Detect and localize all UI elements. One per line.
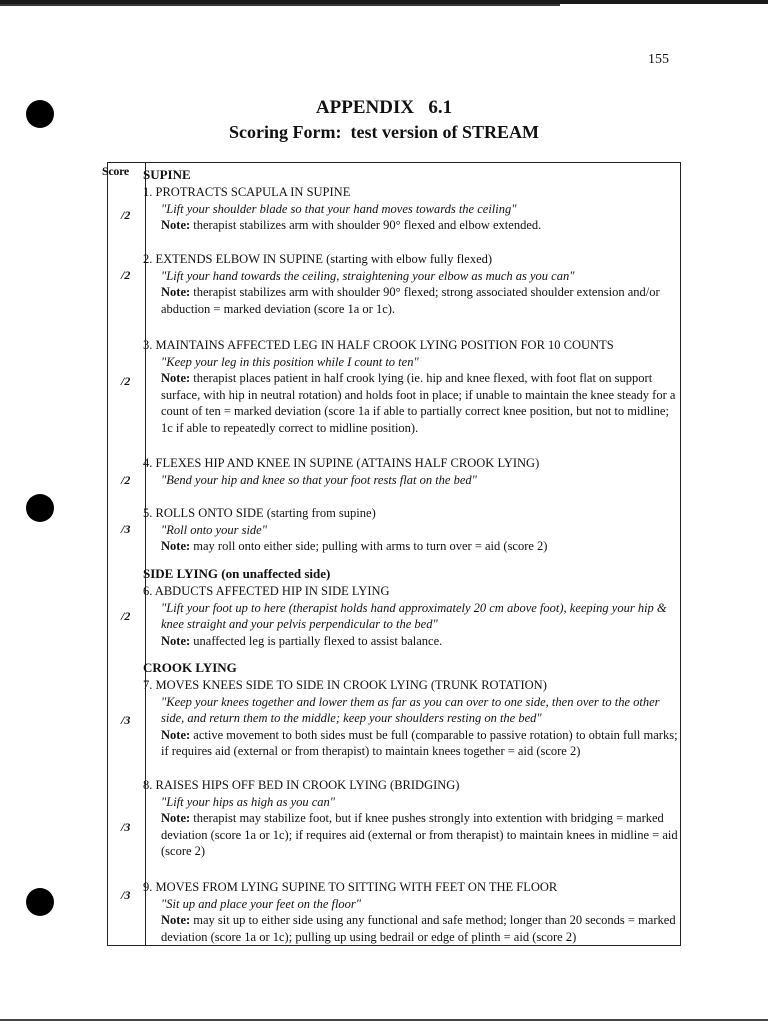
item-7 <box>143 677 683 760</box>
item-note: Note: may sit up to either side using any functional and safe method; longer than 20 seconds = marked deviation (score 1a or 1c); pulling up using bedrail or edge of plinth = aid (score 2) <box>161 913 676 944</box>
item-4 <box>143 455 683 488</box>
section-supine: SUPINE <box>143 167 191 182</box>
item-title: 3. MAINTAINS AFFECTED LEG IN HALF CROOK LYING POSITION FOR 10 COUNTS <box>143 338 614 352</box>
item-5-score: /3 <box>121 522 131 536</box>
item-note: Note: therapist stabilizes arm with shoulder 90° flexed; strong associated shoulder extension and/or abduction = marked deviation (score 1a or 1c). <box>161 285 660 316</box>
item-instruction: "Lift your hips as high as you can" <box>161 794 336 809</box>
score-column-header: Score <box>102 164 129 178</box>
scan-edge-top-shadow <box>0 4 560 6</box>
item-4-score: /2 <box>121 473 131 487</box>
appendix-subtitle: Scoring Form: test version of STREAM <box>229 122 539 142</box>
item-2 <box>143 251 683 317</box>
item-title: 6. ABDUCTS AFFECTED HIP IN SIDE LYING <box>143 584 390 598</box>
note-label: Note: <box>161 811 191 825</box>
note-label: Note: <box>161 913 191 927</box>
item-note: Note: active movement to both sides must be full (comparable to passive rotation) to obtain full marks; if requires aid (external or from therapist) to maintain knees together = aid (score 2) <box>161 727 678 758</box>
item-note: Note: therapist places patient in half crook lying (ie. hip and knee flexed, with foot flat on support surface, with hip in neutral rotation) and holds foot in place; if unable to maintain the knee steady for a count of ten = marked deviation (score 1a if able to partially correct knee position, but not to midline; 1c if able to repeatedly correct to midline position). <box>161 371 676 435</box>
item-note: Note: therapist stabilizes arm with shoulder 90° flexed and elbow extended. <box>161 218 542 232</box>
item-title: 2. EXTENDS ELBOW IN SUPINE (starting with elbow fully flexed) <box>143 252 493 266</box>
item-9-score: /3 <box>121 888 131 902</box>
item-instruction: "Keep your knees together and lower them as far as you can over to one side, then over to the other side, and return them to the middle; keep your shoulders resting on the bed" <box>161 694 660 725</box>
item-instruction: "Lift your hand towards the ceiling, straightening your elbow as much as you can" <box>161 268 575 283</box>
item-instruction: "Roll onto your side" <box>161 522 267 537</box>
item-instruction: "Bend your hip and knee so that your foot rests flat on the bed" <box>161 472 477 487</box>
item-note: Note: therapist may stabilize foot, but if knee pushes strongly into extention with bridging = marked deviation (score 1a or 1c); if requires aid (external or from therapist) to maintain knees in midline = aid (score 2) <box>161 811 678 858</box>
item-7-score: /3 <box>121 713 131 727</box>
item-2-score: /2 <box>121 268 131 282</box>
item-note: Note: may roll onto either side; pulling with arms to turn over = aid (score 2) <box>161 539 548 553</box>
item-instruction: "Sit up and place your feet on the floor" <box>161 896 362 911</box>
note-label: Note: <box>161 371 191 385</box>
item-1 <box>143 184 683 234</box>
item-title: 9. MOVES FROM LYING SUPINE TO SITTING WITH FEET ON THE FLOOR <box>143 880 558 894</box>
item-8-score: /3 <box>121 820 131 834</box>
item-9 <box>143 879 683 945</box>
item-3 <box>143 337 683 436</box>
item-instruction: "Lift your foot up to here (therapist holds hand approximately 20 cm above foot), keeping your hip & knee straight and your pelvis perpendicular to the bed" <box>161 600 667 631</box>
section-crook-lying: CROOK LYING <box>143 660 237 675</box>
item-8 <box>143 777 683 860</box>
item-title: 5. ROLLS ONTO SIDE (starting from supine) <box>143 506 376 520</box>
note-label: Note: <box>161 539 191 553</box>
appendix-title: APPENDIX 6.1 <box>315 97 453 118</box>
note-label: Note: <box>161 727 191 742</box>
item-title: 4. FLEXES HIP AND KNEE IN SUPINE (ATTAINS HALF CROOK LYING) <box>143 456 540 470</box>
item-3-score: /2 <box>121 374 131 388</box>
item-5 <box>143 505 683 555</box>
note-label: Note: <box>161 218 191 232</box>
item-title: 1. PROTRACTS SCAPULA IN SUPINE <box>143 185 351 199</box>
item-6-score: /2 <box>121 609 131 623</box>
item-1-score: /2 <box>121 208 131 222</box>
note-label: Note: <box>161 633 191 648</box>
item-note: Note: unaffected leg is partially flexed to assist balance. <box>161 633 443 648</box>
item-instruction: "Lift your shoulder blade so that your hand moves towards the ceiling" <box>161 201 517 216</box>
item-title: 7. MOVES KNEES SIDE TO SIDE IN CROOK LYING (TRUNK ROTATION) <box>143 678 547 692</box>
scan-edge-bottom <box>0 1019 768 1021</box>
binder-hole-icon <box>26 494 54 522</box>
item-instruction: "Keep your leg in this position while I count to ten" <box>161 354 419 369</box>
binder-hole-icon <box>26 888 54 916</box>
note-label: Note: <box>161 285 191 299</box>
item-6 <box>143 583 683 649</box>
section-side-lying: SIDE LYING (on unaffected side) <box>143 566 331 581</box>
item-title: 8. RAISES HIPS OFF BED IN CROOK LYING (BRIDGING) <box>143 778 460 792</box>
page-number: 155 <box>648 52 669 67</box>
